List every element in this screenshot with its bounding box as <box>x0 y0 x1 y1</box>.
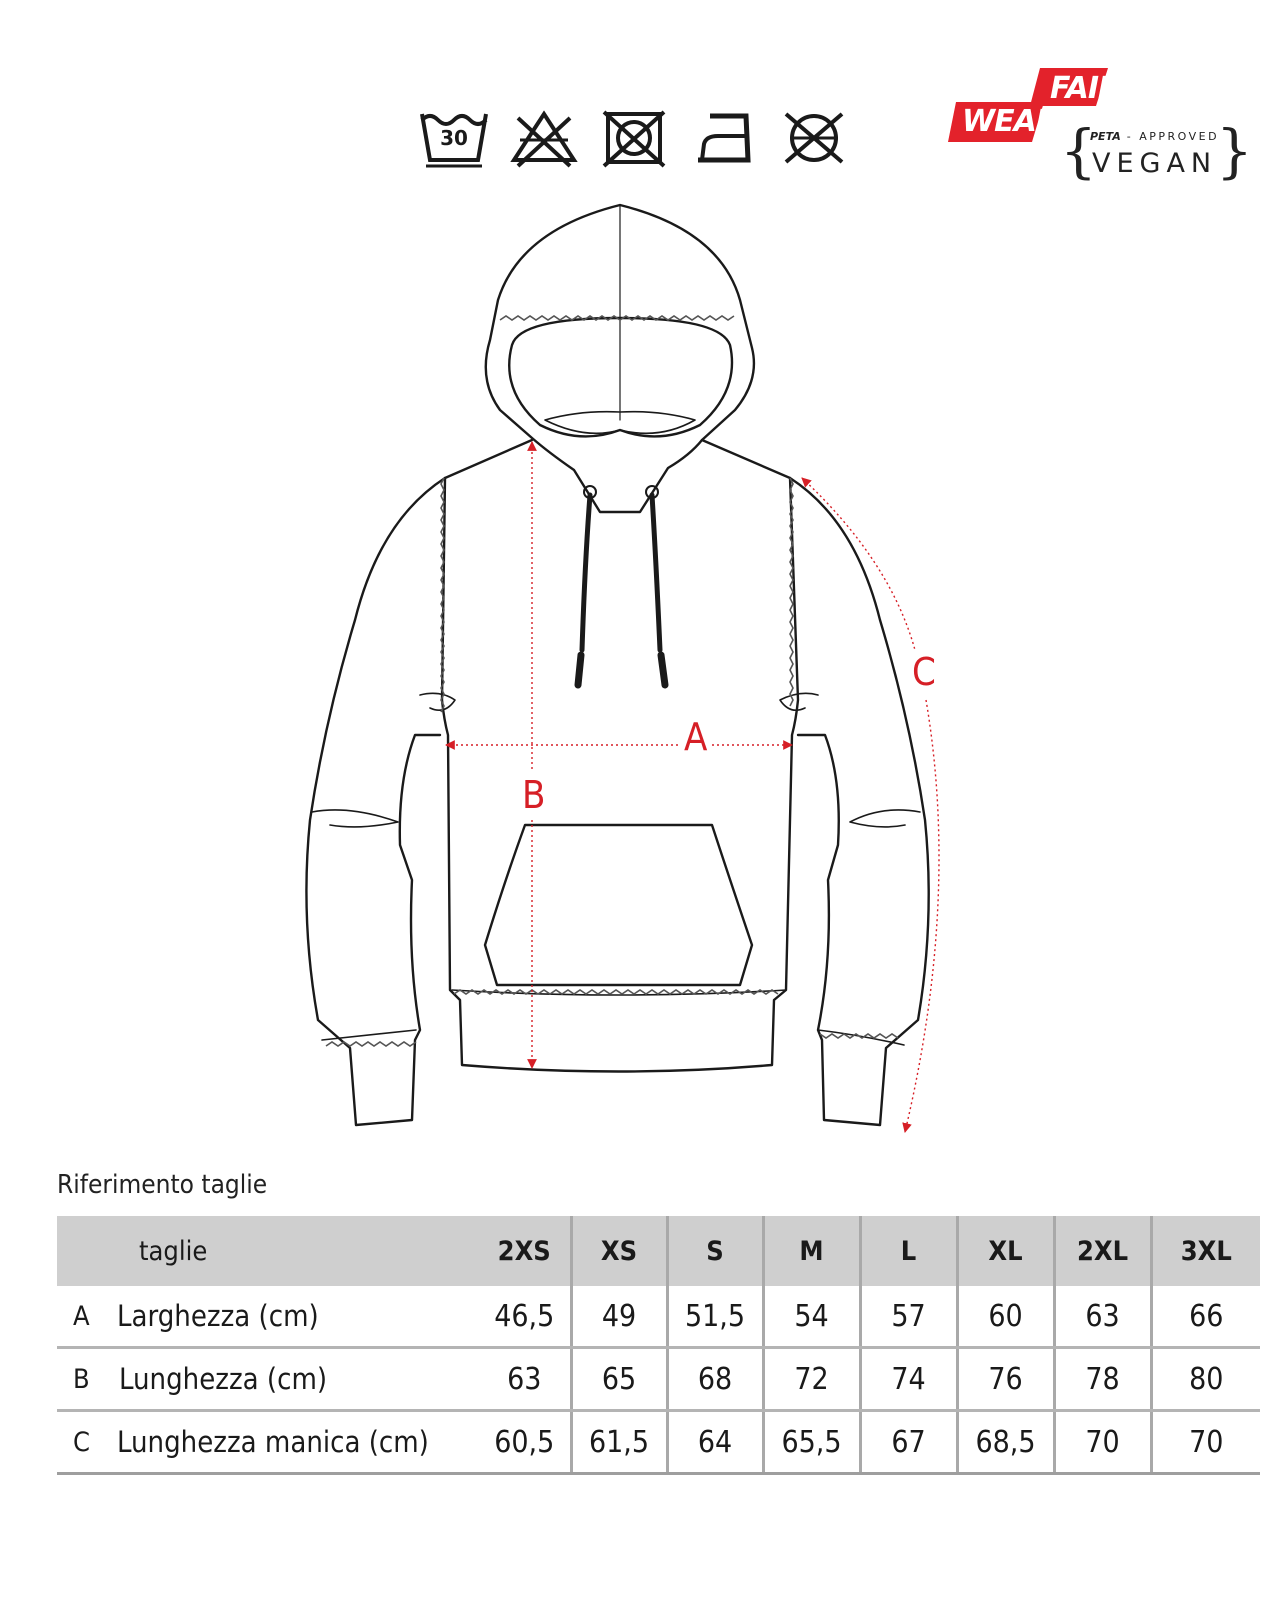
table-cell: 74 <box>860 1348 957 1411</box>
row-code: C <box>57 1411 117 1474</box>
fair-wear-top: FAIR <box>1050 71 1121 106</box>
table-cell: 78 <box>1054 1348 1151 1411</box>
brace-right-icon: } <box>1216 117 1253 185</box>
do-not-dry-clean-icon <box>778 108 850 168</box>
table-row <box>57 1348 1260 1411</box>
vegan-label: VEGAN <box>1092 148 1218 179</box>
size-header-row <box>57 1216 1260 1286</box>
table-cell: 61,5 <box>571 1411 667 1474</box>
table-cell: 60 <box>957 1286 1054 1348</box>
measure-label-c: C <box>912 650 936 694</box>
peta-approved-label: PETA - APPROVED <box>1090 130 1220 143</box>
table-cell: 63 <box>479 1348 571 1411</box>
table-cell: 70 <box>1151 1411 1260 1474</box>
table-cell: 67 <box>860 1411 957 1474</box>
size-header: 2XS <box>479 1216 571 1286</box>
size-header: 2XL <box>1054 1216 1151 1286</box>
table-cell: 57 <box>860 1286 957 1348</box>
do-not-bleach-icon <box>508 108 580 168</box>
peta-vegan-logo <box>1060 117 1253 188</box>
table-cell: 68 <box>667 1348 763 1411</box>
size-header: L <box>860 1216 957 1286</box>
table-cell: 63 <box>1054 1286 1151 1348</box>
size-table <box>57 1216 1260 1475</box>
table-cell: 49 <box>571 1286 667 1348</box>
do-not-tumble-dry-icon <box>598 108 670 168</box>
taglie-header: taglie <box>57 1216 479 1286</box>
size-header: M <box>763 1216 860 1286</box>
row-label: Lunghezza (cm) <box>117 1348 479 1411</box>
fair-wear-bottom: WEAR <box>962 104 1058 139</box>
table-cell: 65 <box>571 1348 667 1411</box>
table-cell: 76 <box>957 1348 1054 1411</box>
brace-left-icon: { <box>1060 117 1097 185</box>
wash-30-gentle-icon <box>418 108 490 168</box>
table-cell: 70 <box>1054 1411 1151 1474</box>
table-cell: 68,5 <box>957 1411 1054 1474</box>
table-cell: 72 <box>763 1348 860 1411</box>
row-label: Lunghezza manica (cm) <box>117 1411 479 1474</box>
table-cell: 60,5 <box>479 1411 571 1474</box>
iron-low-icon <box>690 108 762 168</box>
row-code: B <box>57 1348 117 1411</box>
size-header: XL <box>957 1216 1054 1286</box>
row-code: A <box>57 1286 117 1348</box>
table-cell: 51,5 <box>667 1286 763 1348</box>
care-symbols <box>418 108 858 168</box>
table-cell: 46,5 <box>479 1286 571 1348</box>
table-cell: 54 <box>763 1286 860 1348</box>
table-cell: 65,5 <box>763 1411 860 1474</box>
measure-label-b: B <box>522 773 546 817</box>
table-row <box>57 1286 1260 1348</box>
table-cell: 80 <box>1151 1348 1260 1411</box>
size-header: S <box>667 1216 763 1286</box>
hoodie-diagram <box>0 195 1280 1155</box>
table-cell: 64 <box>667 1411 763 1474</box>
table-row <box>57 1411 1260 1474</box>
measure-label-a: A <box>684 715 708 759</box>
size-table-title: Riferimento taglie <box>57 1170 268 1200</box>
row-label: Larghezza (cm) <box>117 1286 479 1348</box>
size-header: XS <box>571 1216 667 1286</box>
size-header: 3XL <box>1151 1216 1260 1286</box>
wash-temperature: 30 <box>440 126 468 150</box>
table-cell: 66 <box>1151 1286 1260 1348</box>
